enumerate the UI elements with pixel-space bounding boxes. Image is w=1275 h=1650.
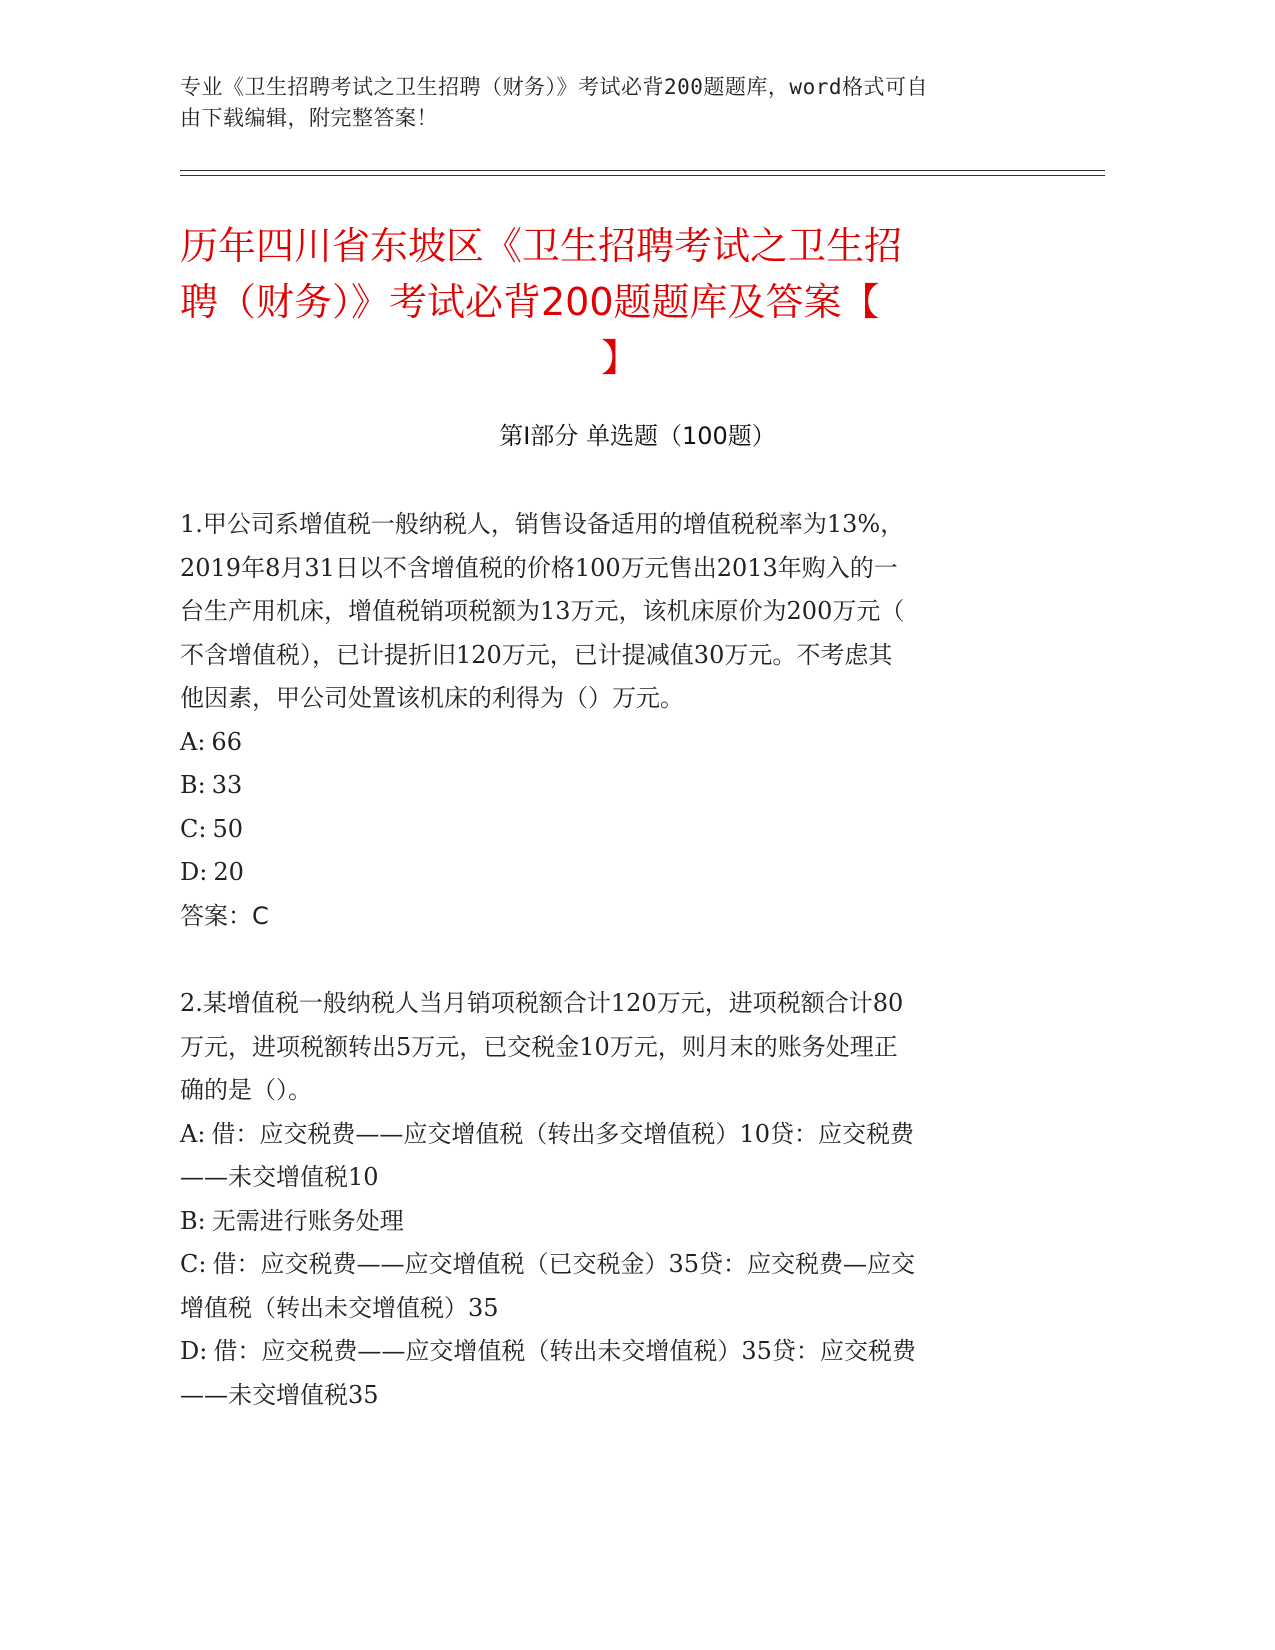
header-divider-bottom [180, 175, 1105, 176]
option-label: B: [180, 771, 206, 799]
option-label: C: [180, 814, 207, 843]
header-divider-top [180, 170, 1105, 171]
header-note-line: 专业《卫生招聘考试之卫生招聘（财务）》考试必背200题题库，word格式可自 [180, 75, 928, 99]
option-a [180, 721, 1050, 765]
option-text: 借：应交税费——应交增值税（转出多交增值税）10贷：应交税费 [211, 1119, 914, 1148]
option-text-continued: 增值税（转出未交增值税）35 [180, 1293, 499, 1322]
option-label: D: [180, 858, 208, 886]
option-a [180, 1113, 1050, 1200]
title-line: 聘（财务）》考试必背200题题库及答案【 [180, 280, 880, 324]
option-text: 66 [211, 727, 242, 756]
title-line: 】 [600, 336, 639, 380]
option-text-continued: ——未交增值税35 [180, 1380, 379, 1409]
stem-line: 不含增值税），已计提折旧120万元，已计提减值30万元。不考虑其 [180, 640, 893, 669]
question-stem [180, 982, 1050, 1113]
option-text: 33 [211, 771, 243, 799]
option-d [180, 1330, 1050, 1417]
section-title: 第I部分 单选题（100题） [499, 422, 776, 450]
header-note [180, 72, 1060, 134]
document-title [180, 218, 1060, 386]
option-b [180, 764, 1050, 808]
option-label: A: [180, 1119, 206, 1148]
stem-line: 2019年8月31日以不含增值税的价格100万元售出2013年购入的一 [180, 553, 898, 582]
option-text: 借：应交税费——应交增值税（已交税金）35贷：应交税费—应交 [212, 1250, 915, 1278]
option-label: B: [180, 1206, 206, 1235]
option-c [180, 1243, 1050, 1330]
question-2 [180, 982, 1050, 1417]
stem-line: 2.某增值税一般纳税人当月销项税额合计120万元，进项税额合计80 [180, 989, 904, 1017]
option-text: 无需进行账务处理 [211, 1206, 404, 1235]
stem-line: 他因素，甲公司处置该机床的利得为（）万元。 [180, 684, 684, 712]
option-text-continued: ——未交增值税10 [180, 1163, 379, 1191]
option-text: 20 [213, 858, 244, 886]
option-text: 借：应交税费——应交增值税（转出未交增值税）35贷：应交税费 [213, 1337, 916, 1365]
answer-line: 答案：C [180, 901, 269, 930]
option-c [180, 808, 1050, 852]
stem-line: 台生产用机床，增值税销项税额为13万元，该机床原价为200万元（ [180, 597, 905, 625]
option-b [180, 1200, 1050, 1244]
option-d [180, 851, 1050, 895]
option-label: C: [180, 1250, 207, 1278]
title-line: 历年四川省东坡区《卫生招聘考试之卫生招 [180, 224, 903, 268]
option-text: 50 [212, 814, 243, 843]
option-label: D: [180, 1337, 208, 1365]
stem-line: 确的是（）。 [180, 1076, 312, 1104]
question-stem [180, 503, 1050, 721]
stem-line: 万元，进项税额转出5万元，已交税金10万元，则月末的账务处理正 [180, 1032, 898, 1061]
option-label: A: [180, 727, 206, 756]
question-1 [180, 503, 1050, 938]
header-note-line: 由下载编辑，附完整答案！ [180, 106, 438, 130]
stem-line: 1.甲公司系增值税一般纳税人，销售设备适用的增值税税率为13%， [180, 510, 905, 538]
